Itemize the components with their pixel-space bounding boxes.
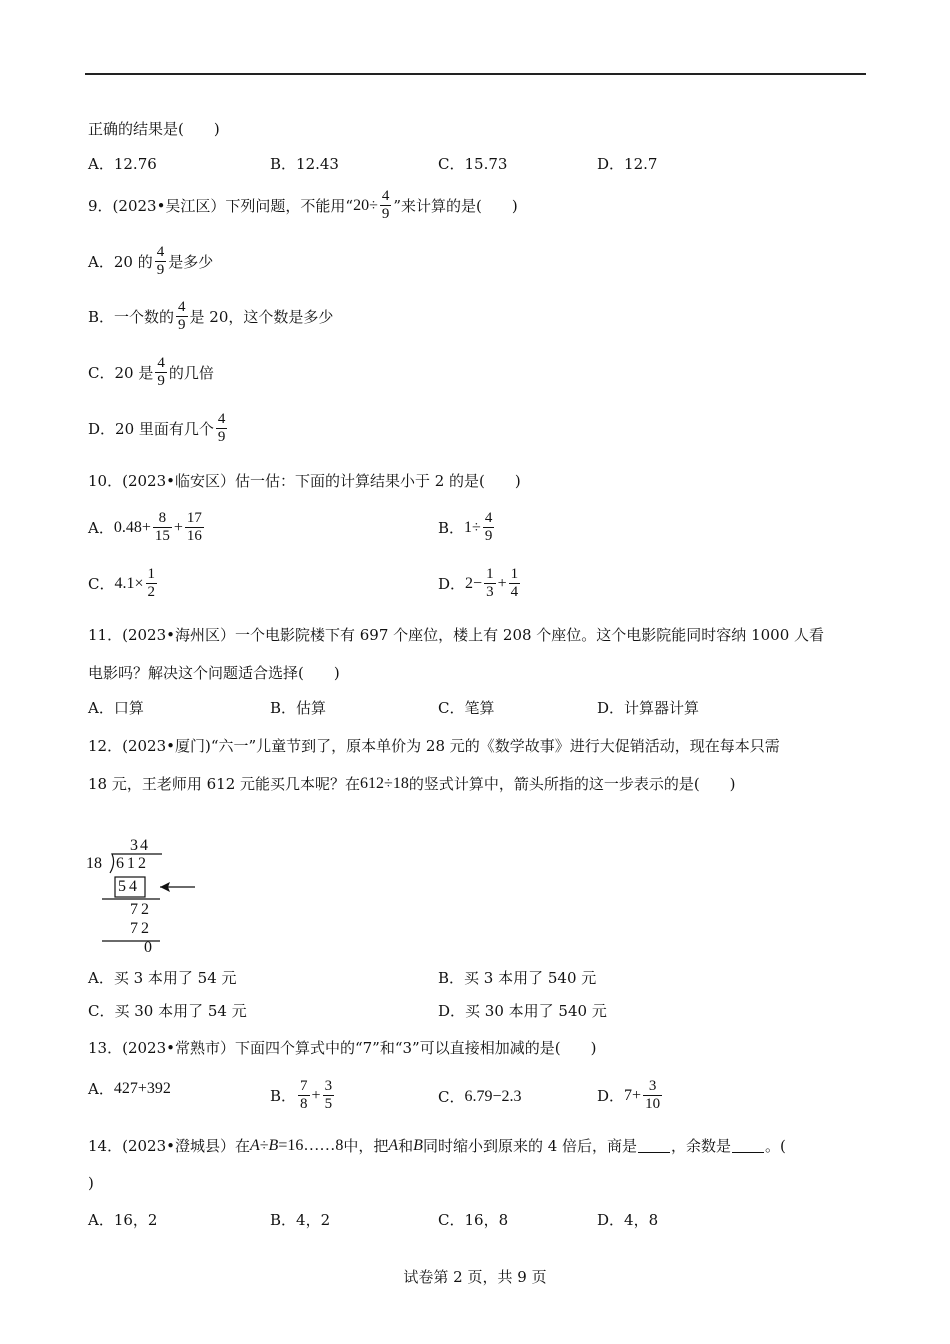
q14-option-d[interactable]: D．4，8 — [597, 1211, 659, 1229]
q11-option-d[interactable]: D．计算器计算 — [597, 699, 700, 717]
q10-option-b[interactable]: B． 1÷ $\frac{4}{9}$ — [438, 510, 493, 544]
q9-option-c[interactable]: C．20 是 $\frac{4}{9}$ 的几倍 — [88, 355, 214, 389]
q14-stem: 14．(2023•澄城县）在 A ÷ B =16……8 中，把 A 和 B 同时缩小到原来的 4 倍后，商是 ，余数是 。( — [88, 1136, 786, 1155]
q13-option-a[interactable]: A． 427+392 — [88, 1079, 171, 1098]
header-rule — [85, 73, 866, 75]
q11-option-c[interactable]: C．笔算 — [438, 699, 495, 717]
q10-option-c[interactable]: C． 4.1× $\frac{1}{2}$ — [88, 566, 156, 600]
q9-fraction: $\frac{4}{9}$ — [381, 188, 390, 222]
q12-expr: 612÷18 — [360, 774, 409, 792]
ld-divisor: 18 — [86, 855, 102, 872]
q14-blank-remainder[interactable] — [732, 1138, 764, 1153]
q13-option-b[interactable]: B． $\frac{7}{8}$ + $\frac{3}{5}$ — [270, 1078, 333, 1112]
q9-stem-end: ”来计算的是( ) — [393, 197, 518, 215]
q14-stem-line2: ) — [88, 1174, 94, 1192]
q12-option-a[interactable]: A．买 3 本用了 54 元 — [88, 969, 237, 987]
q9-stem-text: 9．(2023•吴江区）下列问题，不能用“ — [88, 197, 354, 215]
q14-option-b[interactable]: B．4，2 — [270, 1211, 331, 1229]
q9-expr: 20÷ — [353, 196, 378, 214]
q8-option-c[interactable]: C．15.73 — [438, 155, 508, 173]
q13-option-d[interactable]: D． 7+ $\frac{3}{10}$ — [597, 1078, 661, 1112]
q9-stem — [88, 188, 518, 223]
q11-stem-line2: 电影吗？解决这个问题适合选择( ) — [88, 664, 340, 682]
q13-option-c[interactable]: C． 6.79−2.3 — [438, 1087, 522, 1106]
intro-text: 正确的结果是( ) — [88, 120, 220, 138]
q9-option-d[interactable]: D．20 里面有几个 $\frac{4}{9}$ — [88, 411, 226, 445]
long-division-figure — [80, 835, 220, 960]
q14-option-a[interactable]: A．16，2 — [88, 1211, 158, 1229]
q9-option-b[interactable]: B．一个数的 $\frac{4}{9}$ 是 20，这个数是多少 — [88, 299, 334, 333]
q12-option-c[interactable]: C．买 30 本用了 54 元 — [88, 1002, 247, 1020]
ld-quotient: 34 — [130, 837, 150, 854]
q9-option-a[interactable]: A．20 的 $\frac{4}{9}$ 是多少 — [88, 244, 214, 278]
q12-stem-line2: 18 元，王老师用 612 元能买几本呢？在 612÷18 的竖式计算中，箭头所指的这一步表示的是( ) — [88, 774, 736, 793]
q12-stem-line1: 12．(2023•厦门)“六一”儿童节到了，原本单价为 28 元的《数学故事》进行大促销活动，现在每本只需 — [88, 737, 780, 755]
q11-option-a[interactable]: A．口算 — [88, 699, 144, 717]
q11-option-b[interactable]: B．估算 — [270, 699, 327, 717]
q10-stem: 10．(2023•临安区）估一估：下面的计算结果小于 2 的是( ) — [88, 472, 521, 490]
q8-option-d[interactable]: D．12.7 — [597, 155, 658, 173]
ld-step2: 72 — [130, 901, 152, 918]
ld-step1: 54 — [118, 878, 140, 895]
q12-option-b[interactable]: B．买 3 本用了 540 元 — [438, 969, 597, 987]
q10-option-d[interactable]: D． 2− $\frac{1}{3}$ + $\frac{1}{4}$ — [438, 566, 519, 600]
page-footer: 试卷第 2 页，共 9 页 — [403, 1268, 547, 1286]
ld-dividend: 612 — [116, 855, 149, 872]
q8-option-b[interactable]: B．12.43 — [270, 155, 339, 173]
q14-option-c[interactable]: C．16，8 — [438, 1211, 509, 1229]
q13-stem: 13．(2023•常熟市）下面四个算式中的“7”和“3”可以直接相加减的是( ) — [88, 1039, 597, 1057]
q8-option-a[interactable]: A．12.76 — [88, 155, 157, 173]
ld-remainder: 0 — [144, 939, 152, 956]
q14-blank-quotient[interactable] — [638, 1138, 670, 1153]
ld-step3: 72 — [130, 920, 152, 937]
q10-option-a[interactable]: A． 0.48+ $\frac{8}{15}$ + $\frac{17}{16}$ — [88, 510, 202, 544]
q12-option-d[interactable]: D．买 30 本用了 540 元 — [438, 1002, 607, 1020]
q11-stem-line1: 11．(2023•海州区）一个电影院楼下有 697 个座位，楼上有 208 个座位。这个电影院能同时容纳 1000 人看 — [88, 626, 825, 644]
